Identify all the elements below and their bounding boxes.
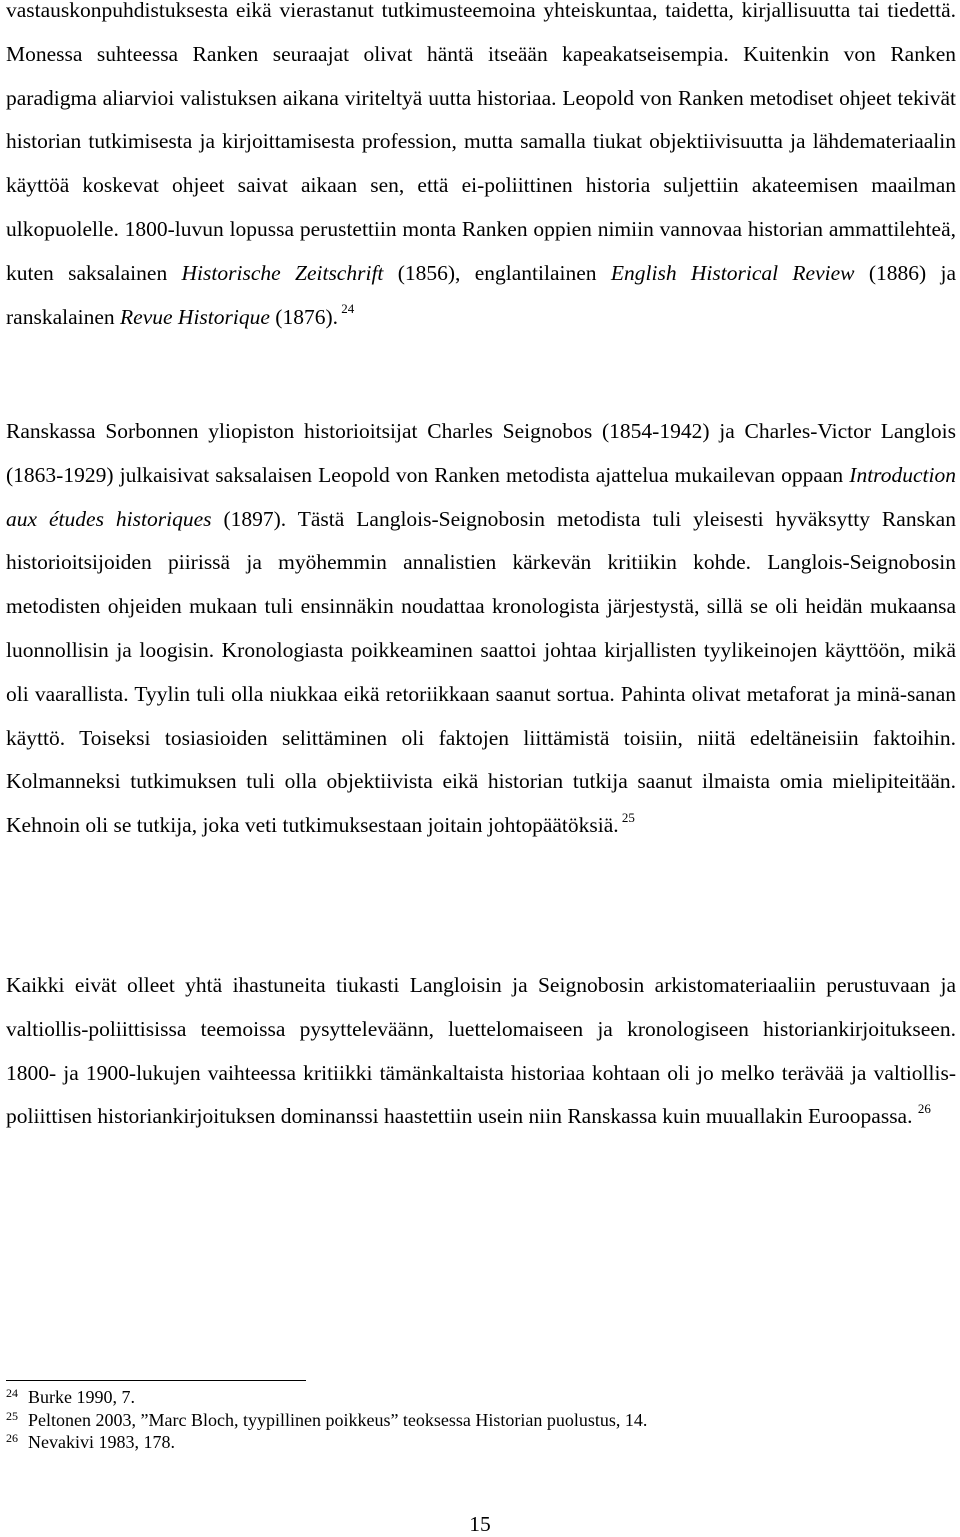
text-run: Kaikki eivät olleet yhtä ihastuneita tiukasti Langloisin ja Seignobosin arkistomateriaaliin perustuvaan ja valtiollis-poliittisissa teemoissa pysytteleväänn, luettelomaiseen ja kronologiseen historiankirjoitukseen. 1800- ja 1900-lukujen vaihteessa kritiikki tämänkaltaista historiaa kohtaan oli jo melko terävää ja valtiollis-poliittisen historiankirjoituksen dominanssi haastettiin usein niin Ranskassa kuin muuallakin Euroopassa. — [6, 973, 956, 1129]
text-run: Ranskassa Sorbonnen yliopiston historioitsijat Charles Seignobos (1854-1942) ja Charles-Victor Langlois (1863-1929) julkaisivat saksalaisen Leopold von Ranken metodista ajattelua mukailevan oppaan — [6, 419, 956, 487]
footnote-reference: 26 — [917, 1101, 931, 1117]
footnote-separator — [6, 1380, 306, 1381]
body-paragraph-2 — [6, 410, 956, 848]
text-run: (1876). — [269, 304, 338, 329]
footnote-text: Peltonen 2003, ”Marc Bloch, tyypillinen poikkeus” teoksessa Historian puolustus, 14. — [28, 1409, 648, 1430]
footnote-text: Burke 1990, 7. — [28, 1387, 135, 1407]
text-run: vastauskonpuhdistuksesta eikä vierastanut tutkimusteemoina yhteiskuntaa, taidetta, kirjallisuutta tai tiedettä. Monessa suhteessa Ranken seuraajat olivat häntä itseään kapeakatseisempia. Kuitenkin von Ranken paradigma aliarvioi valistuksen aikana viriteltyä uutta historiaa. Leopold von Ranken metodiset ohjeet tekivät historian tutkimisesta ja kirjoittamisesta profession, mutta samalla tiukat objektiivisuutta ja lähdemateriaalin käyttöä koskevat ohjeet saivat aikaan sen, että ei-poliittinen historia suljettiin akateemisen maailman ulkopuolelle. 1800-luvun lopussa perustettiin monta Ranken oppien nimiin vannovaa historian ammattilehteä, kuten saksalainen — [6, 0, 956, 285]
body-paragraph-1 — [6, 0, 956, 339]
footnote-24 — [6, 1386, 906, 1409]
footnotes — [6, 1386, 906, 1454]
footnote-text: Nevakivi 1983, 178. — [28, 1432, 175, 1452]
italic-title: Introduction aux études historiques — [6, 462, 956, 531]
italic-title: Historische Zeitschrift — [181, 260, 384, 285]
footnote-25 — [6, 1409, 906, 1432]
footnote-number: 24 — [6, 1386, 18, 1400]
footnote-reference: 25 — [618, 810, 635, 826]
text-run: (1856), englantilainen — [383, 260, 611, 285]
body-paragraph-3 — [6, 964, 956, 1139]
footnote-26 — [6, 1431, 906, 1454]
footnote-reference: 24 — [337, 301, 355, 317]
italic-title: Revue Historique — [120, 304, 270, 329]
text-run: (1897). Tästä Langlois-Seignobosin metodista tuli yleisesti hyväksytty Ranskan historioitsijoiden piirissä ja myöhemmin annalistien kärkevän kritiikin kohde. Langlois-Seignobosin metodisten ohjeiden mukaan tuli ensinnäkin noudattaa kronologista järjestystä, sillä se oli heidän mukaansa luonnollisin ja loogisin. Kronologiasta poikkeaminen saattoi johtaa kirjallisten tyylikeinojen käyttöön, mikä oli vaarallista. Tyylin tuli olla niukkaa eikä retoriikkaan saanut sortua. Pahinta olivat metaforat ja minä-sanan käyttö. Toiseksi tosiasioiden selittäminen oli faktojen liittämistä toisiin, niitä edeltäneisiin faktoihin. Kolmanneksi tutkimuksen tuli olla objektiivista eikä historian tutkija saanut ilmaista omia mielipiteitään. Kehnoin oli se tutkija, joka veti tutkimuksestaan joitain johtopäätöksiä. — [6, 506, 956, 838]
page-number: 15 — [469, 1512, 491, 1536]
footnote-number: 26 — [6, 1431, 18, 1445]
text-run: (1886) ja ranskalainen — [6, 260, 957, 329]
footnote-number: 25 — [6, 1408, 18, 1423]
italic-title: English Historical Review — [610, 260, 855, 285]
